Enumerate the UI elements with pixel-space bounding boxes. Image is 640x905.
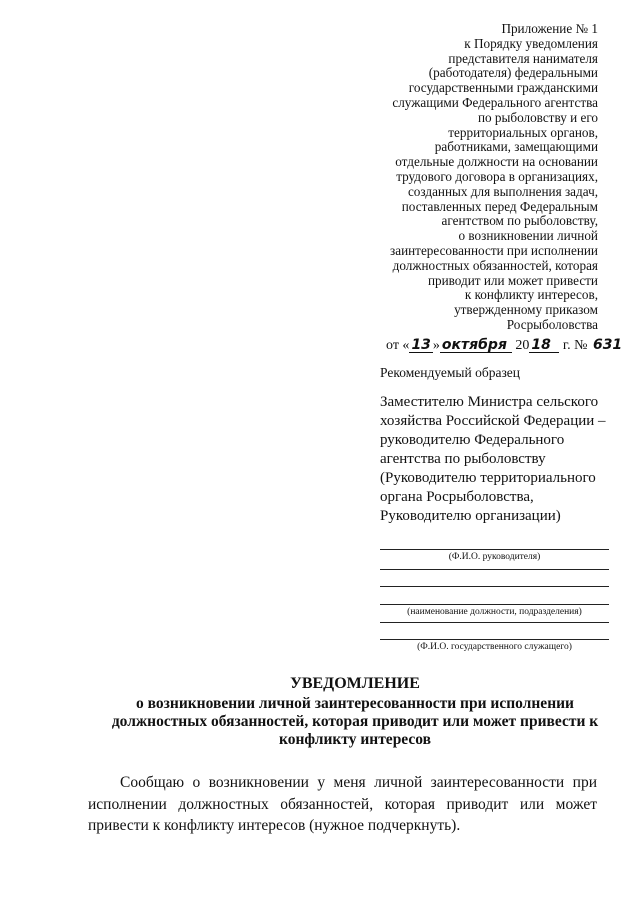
document-subtitle: о возникновении личной заинтересованности при исполнении должностных обязанностей, которая приводит или может привести к конфликту интересов [111,695,599,748]
appendix-line: служащими Федерального агентства [392,94,598,110]
blank-line [380,586,609,587]
appendix-line: (работодателя) федеральными [428,65,598,81]
blank-line [380,622,609,623]
appendix-line: по рыболовству и его [477,109,598,125]
appendix-line: работниками, замещающими [434,139,598,155]
appendix-line: заинтересованности при исполнении [390,242,598,258]
appendix-line: агентством по рыболовству, [441,213,598,229]
appendix-line: приводит или может привести [427,272,598,288]
date-month: октября [440,338,512,353]
head-name-caption: (Ф.И.О. руководителя) [448,552,541,562]
appendix-line: должностных обязанностей, которая [392,257,598,273]
appendix-line: утвержденному приказом [454,302,598,318]
appendix-header [298,22,598,333]
appendix-line: к конфликту интересов, [464,287,598,303]
date-year: 18 [529,338,559,353]
order-number: 631 [592,337,623,353]
appendix-line: представителя нанимателя [448,50,598,66]
appendix-line: Приложение № 1 [501,21,598,36]
head-name-line [380,549,609,550]
body-paragraph: Сообщаю о возникновении у меня личной заинтересованности при исполнении должностных обязанностей, которая приводит или может привести к конфликту интересов (нужное подчеркнуть). [88,774,597,834]
position-caption: (наименование должности, подразделения) [407,607,582,617]
date-mid: » [432,338,440,353]
appendix-line: отдельные должности на основании [395,154,598,170]
date-year-prefix: 20 [515,338,530,353]
document-title: УВЕДОМЛЕНИЕ [290,675,420,692]
addressee: Заместителю Министра сельского хозяйства Российской Федерации – руководителю Федерального агентства по рыболовству (Руководителю территориального органа Росрыболовства, Руководителю организации) [380,394,606,524]
appendix-line: к Порядку уведомления [464,35,598,51]
appendix-line: трудового договора в организациях, [396,168,598,184]
appendix-line: государственными гражданскими [408,80,598,96]
sample-label: Рекомендуемый образец [380,365,521,380]
appendix-line: созданных для выполнения задач, [407,183,598,199]
appendix-line: Росрыболовства [506,316,598,332]
order-date [386,337,624,354]
position-line [380,604,609,605]
date-prefix: от « [386,338,410,353]
employee-name-line [380,639,609,640]
appendix-line: поставленных перед Федеральным [401,198,598,214]
date-day: 13 [411,337,431,353]
appendix-line: о возникновении личной [458,228,598,244]
employee-name-caption: (Ф.И.О. государственного служащего) [417,642,572,652]
blank-line [380,569,609,570]
number-prefix: г. № [562,338,588,353]
appendix-line: территориальных органов, [448,124,598,140]
